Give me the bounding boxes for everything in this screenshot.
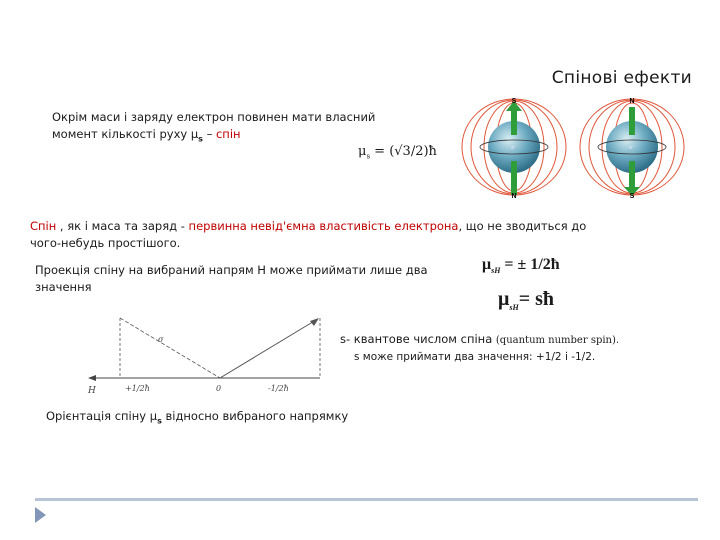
spin-line-2: чого-небудь простішого. — [30, 236, 181, 250]
orientation-text — [46, 408, 348, 429]
s-desc-paren: (quantum number spin). — [495, 335, 620, 346]
formula3-sub: sH — [509, 303, 519, 312]
projection-line-2: значення — [35, 280, 92, 294]
formula2-mu: μ — [482, 256, 492, 273]
right-spin-vector — [220, 320, 316, 378]
right-spin-arrow-top — [629, 107, 635, 135]
formula3-rest: = sħ — [518, 288, 554, 310]
spin-text-2: , що не зводиться до — [458, 219, 587, 233]
spin-property: первинна невід'ємна властивість електрона — [188, 219, 459, 233]
intro-sub: s — [198, 134, 203, 144]
intro-paragraph — [52, 109, 432, 147]
left-top-label: S — [511, 98, 517, 105]
left-spin-arrow-top — [511, 107, 517, 135]
right-top-label: N — [629, 98, 635, 105]
h-axis-arrow — [88, 375, 96, 381]
orient-sub: s — [157, 416, 162, 426]
electron-spin-figure — [460, 95, 688, 199]
spin-word: Спін — [30, 219, 57, 233]
quantum-formula — [498, 288, 554, 312]
right-bottom-label: S — [629, 193, 635, 199]
footer-triangle-icon — [35, 507, 46, 523]
formula-mu: μ — [358, 144, 367, 159]
orient-text: Орієнтація спіну μ — [46, 409, 158, 423]
diagram-zero-label: 0 — [216, 384, 222, 393]
s-desc-line-2: s може приймати два значення: +1/2 і -1/2. — [354, 351, 596, 363]
intro-sep: – — [202, 127, 216, 141]
orient-rest: відносно вибраного напрямку — [161, 409, 349, 423]
intro-line-1: Окрім маси і заряду електрон повинен мати власний — [52, 110, 376, 124]
intro-spin-word: спін — [215, 127, 241, 141]
projection-formula — [482, 256, 560, 275]
diagram-plus-label: +1/2ħ — [125, 384, 150, 393]
s-desc-text: s- квантове числом спіна — [340, 332, 493, 346]
projection-line-1: Проекція спіну на вибраний напрям H може приймати лише два — [35, 263, 428, 277]
formula3-mu: μ — [498, 288, 510, 310]
projection-paragraph — [35, 262, 485, 296]
left-spin-arrow-bottom — [511, 161, 517, 195]
formula2-sub: sH — [491, 266, 501, 276]
formula2-rest: = ± 1/2ħ — [500, 256, 560, 273]
spin-text-1: , як і маса та заряд - — [56, 219, 189, 233]
formula-sub: s — [366, 152, 371, 161]
s-desc-line-1 — [340, 331, 680, 349]
formula-rest: = (√3/2)ħ — [370, 144, 437, 159]
spin-paragraph — [30, 218, 670, 252]
spin-projection-diagram — [80, 310, 330, 400]
diagram-minus-label: -1/2ħ — [268, 384, 289, 393]
right-spin-arrow-bottom — [629, 161, 635, 191]
spin-line-1 — [30, 218, 670, 235]
spin-formula — [358, 144, 437, 161]
left-charge-label: e⁻ — [511, 145, 517, 151]
left-bottom-label: N — [511, 193, 517, 199]
right-vector-arrow — [310, 318, 319, 326]
s-description — [340, 331, 680, 366]
slide-title: Спінові ефекти — [551, 68, 692, 88]
right-charge-label: e⁻ — [629, 145, 635, 151]
footer-divider — [35, 498, 698, 501]
left-spin-vector — [120, 318, 220, 378]
diagram-h-label: H — [88, 386, 96, 396]
diagram-vector-label: σ — [158, 335, 164, 344]
intro-line-2-text: момент кількості руху μ — [52, 127, 199, 141]
